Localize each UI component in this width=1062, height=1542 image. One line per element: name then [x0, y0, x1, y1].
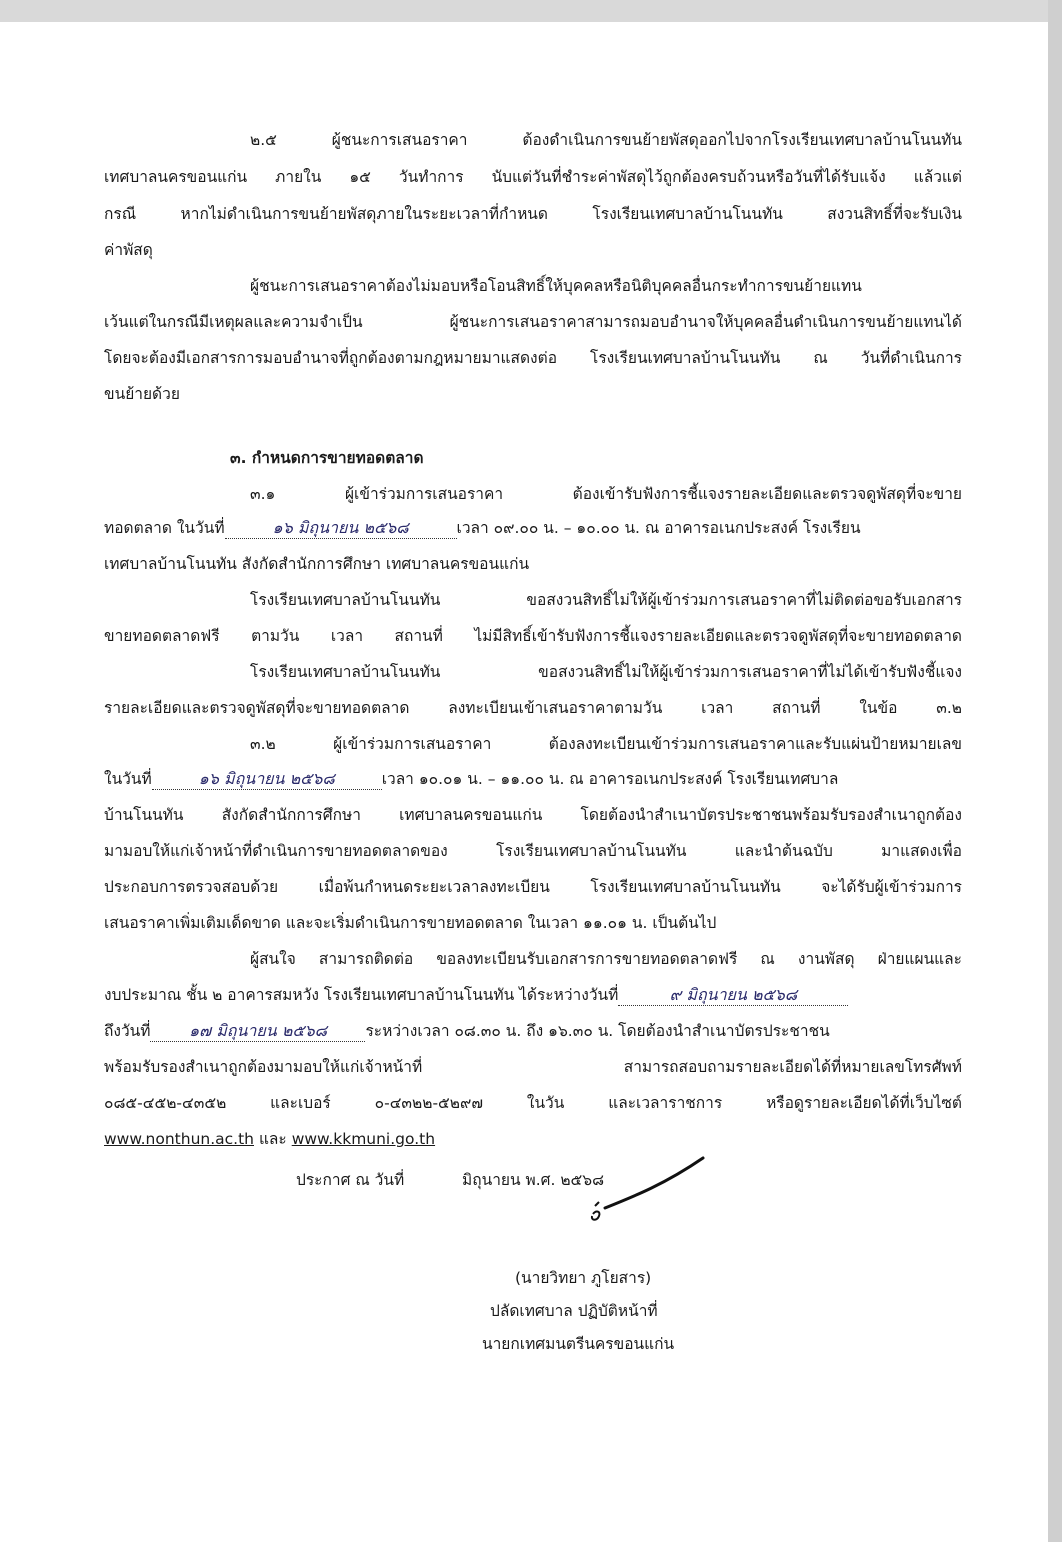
- website-link-nonthun[interactable]: www.nonthun.ac.th: [104, 1130, 254, 1148]
- p31-note1-line-2: ขายทอดตลาดฟรี ตามวัน เวลา สถานที่ ไม่มีสิทธิ์เข้ารับฟังการชี้แจงรายละเอียดและตรวจดูพัสดุที่จะขายทอดตลาด: [104, 627, 962, 645]
- p32-line-2: [104, 767, 962, 791]
- p31-line-2-pre: ทอดตลาด ในวันที่: [104, 519, 225, 537]
- scan-top-edge: [0, 0, 1062, 22]
- contact-line-2: [104, 983, 962, 1007]
- contact-line-2-pre: งบประมาณ ชั้น ๒ อาคารสมหวัง โรงเรียนเทศบาลบ้านโนนทัน ได้ระหว่างวันที่: [104, 986, 619, 1004]
- p31-note2-line-1: โรงเรียนเทศบาลบ้านโนนทัน ขอสงวนสิทธิ์ไม่ให้ผู้เข้าร่วมการเสนอราคาที่ไม่ได้เข้ารับฟังชี้แจง: [250, 663, 962, 681]
- p32-line-2-pre: ในวันที่: [104, 770, 152, 788]
- contact-line-3-pre: ถึงวันที่: [104, 1022, 151, 1040]
- p25-line-1: ๒.๕ ผู้ชนะการเสนอราคา ต้องดำเนินการขนย้ายพัสดุออกไปจากโรงเรียนเทศบาลบ้านโนนทัน: [250, 131, 962, 149]
- contact-line-6: [104, 1127, 962, 1151]
- handwritten-signature: [585, 1150, 725, 1230]
- signatory-position-2: นายกเทศมนตรีนครขอนแก่น: [482, 1335, 675, 1353]
- p31-line-1: ๓.๑ ผู้เข้าร่วมการเสนอราคา ต้องเข้ารับฟังการชี้แจงรายละเอียดและตรวจดูพัสดุที่จะขาย: [250, 485, 962, 503]
- p32-line-5: ประกอบการตรวจสอบด้วย เมื่อพ้นกำหนดระยะเวลาลงทะเบียน โรงเรียนเทศบาลบ้านโนนทัน จะได้รับผู้เข้าร่วมการ: [104, 878, 962, 896]
- p32-line-4: มามอบให้แก่เจ้าหน้าที่ดำเนินการขายทอดตลาดของ โรงเรียนเทศบาลบ้านโนนทัน และนำต้นฉบับ มาแสดงเพื่อ: [104, 842, 962, 860]
- announce-label: ประกาศ ณ วันที่: [296, 1171, 405, 1189]
- assign-line-3: โดยจะต้องมีเอกสารการมอบอำนาจที่ถูกต้องตามกฎหมายมาแสดงต่อ โรงเรียนเทศบาลบ้านโนนทัน ณ วันที่ดำเนินการ: [104, 349, 962, 367]
- p32-date-handwritten: ๑๖ มิถุนายน ๒๕๖๘: [152, 769, 382, 790]
- p25-line-2: เทศบาลนครขอนแก่น ภายใน ๑๕ วันทำการ นับแต่วันที่ชำระค่าพัสดุไว้ถูกต้องครบถ้วนหรือวันที่ได้รับแจ้ง แล้วแต่: [104, 168, 962, 186]
- contact-and: และ: [258, 1130, 287, 1148]
- p32-line-2-post: เวลา ๑๐.๐๑ น. – ๑๑.๐๐ น. ณ อาคารอเนกประสงค์ โรงเรียนเทศบาล: [381, 770, 839, 788]
- announce-date: มิถุนายน พ.ศ. ๒๕๖๘: [462, 1171, 605, 1189]
- contact-end-date-handwritten: ๑๗ มิถุนายน ๒๕๖๘: [150, 1021, 365, 1042]
- contact-line-3-post: ระหว่างเวลา ๐๘.๓๐ น. ถึง ๑๖.๓๐ น. โดยต้องนำสำเนาบัตรประชาชน: [365, 1022, 830, 1040]
- contact-line-1: ผู้สนใจ สามารถติดต่อ ขอลงทะเบียนรับเอกสารการขายทอดตลาดฟรี ณ งานพัสดุ ฝ่ายแผนและ: [250, 950, 962, 968]
- contact-line-4: พร้อมรับรองสำเนาถูกต้องมามอบให้แก่เจ้าหน้าที่ สามารถสอบถามรายละเอียดได้ที่หมายเลขโทรศัพท์: [104, 1058, 962, 1076]
- p31-line-3: เทศบาลบ้านโนนทัน สังกัดสำนักการศึกษา เทศบาลนครขอนแก่น: [104, 555, 530, 573]
- assign-line-4: ขนย้ายด้วย: [104, 385, 180, 403]
- signatory-name: (นายวิทยา ภูโยสาร): [515, 1269, 652, 1287]
- contact-line-5: ๐๘๕-๔๕๒-๔๓๕๒ และเบอร์ ๐-๔๓๒๒-๕๒๙๗ ในวัน และเวลาราชการ หรือดูรายละเอียดได้ที่เว็บไซต์: [104, 1094, 962, 1112]
- website-link-kkmuni[interactable]: www.kkmuni.go.th: [291, 1130, 436, 1148]
- scan-right-edge: [1048, 0, 1062, 1542]
- p25-line-3: กรณี หากไม่ดำเนินการขนย้ายพัสดุภายในระยะเวลาที่กำหนด โรงเรียนเทศบาลบ้านโนนทัน สงวนสิทธิ์ที่จะรับเงิน: [104, 205, 962, 223]
- p31-note2-line-2: รายละเอียดและตรวจดูพัสดุที่จะขายทอดตลาด ลงทะเบียนเข้าเสนอราคาตามวัน เวลา สถานที่ ในข้อ ๓.๒: [104, 699, 962, 717]
- assign-line-2: เว้นแต่ในกรณีมีเหตุผลและความจำเป็น ผู้ชนะการเสนอราคาสามารถมอบอำนาจให้บุคคลอื่นดำเนินการขนย้ายแทนได้: [104, 313, 962, 331]
- p25-line-4: ค่าพัสดุ: [104, 241, 153, 259]
- contact-line-3: [104, 1019, 962, 1043]
- contact-start-date-handwritten: ๙ มิถุนายน ๒๕๖๘: [618, 985, 848, 1006]
- p32-line-6: เสนอราคาเพิ่มเติมเด็ดขาด และจะเริ่มดำเนินการขายทอดตลาด ในเวลา ๑๑.๐๑ น. เป็นต้นไป: [104, 914, 717, 932]
- assign-line-1: ผู้ชนะการเสนอราคาต้องไม่มอบหรือโอนสิทธิ์ให้บุคคลหรือนิติบุคคลอื่นกระทำการขนย้ายแทน: [250, 277, 862, 295]
- p31-note1-line-1: โรงเรียนเทศบาลบ้านโนนทัน ขอสงวนสิทธิ์ไม่ให้ผู้เข้าร่วมการเสนอราคาที่ไม่ติดต่อขอรับเอกสาร: [250, 591, 962, 609]
- p31-line-2: [104, 516, 962, 540]
- p32-line-1: ๓.๒ ผู้เข้าร่วมการเสนอราคา ต้องลงทะเบียนเข้าร่วมการเสนอราคาและรับแผ่นป้ายหมายเลข: [250, 735, 962, 753]
- p32-line-3: บ้านโนนทัน สังกัดสำนักการศึกษา เทศบาลนครขอนแก่น โดยต้องนำสำเนาบัตรประชาชนพร้อมรับรองสำเนาถูกต้อง: [104, 806, 962, 824]
- p31-date-handwritten: ๑๖ มิถุนายน ๒๕๖๘: [225, 518, 457, 539]
- signatory-position-1: ปลัดเทศบาล ปฏิบัติหน้าที่: [490, 1302, 658, 1320]
- p31-line-2-post: เวลา ๐๙.๐๐ น. – ๑๐.๐๐ น. ณ อาคารอเนกประสงค์ โรงเรียน: [456, 519, 861, 537]
- section-3-heading: ๓. กำหนดการขายทอดตลาด: [230, 449, 424, 467]
